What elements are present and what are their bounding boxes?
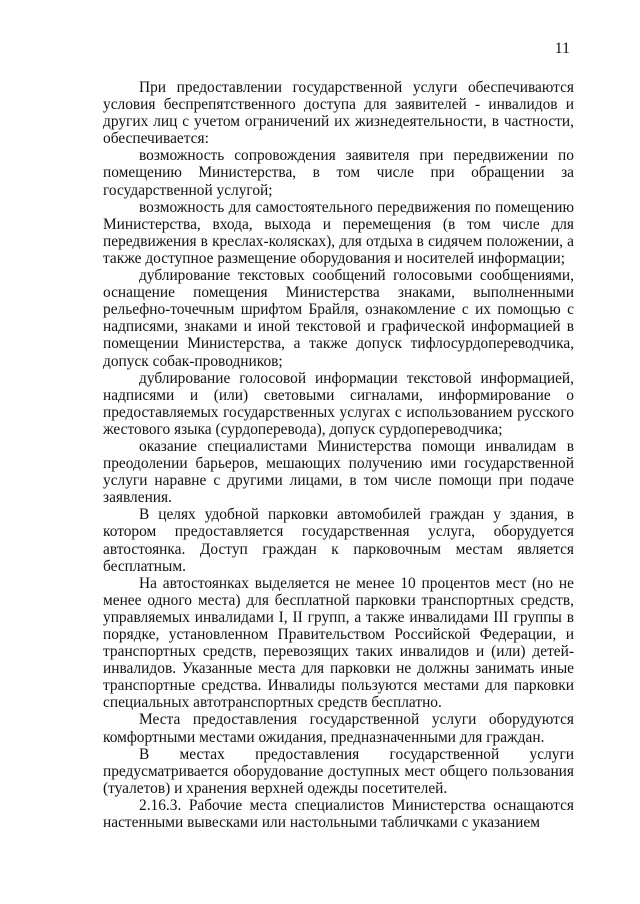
paragraph-accessibility-intro: При предоставлении государственной услуги обеспечиваются условия беспрепятственного доступа для заявителей - инвалидов и других лиц с учетом ограничений их жизнедеятельности, в частности, обеспечивается: — [103, 79, 574, 148]
paragraph-waiting-areas: Места предоставления государственной услуги оборудуются комфортными местами ожидания, предназначенными для граждан. — [103, 711, 574, 746]
paragraph-escort: возможность сопровождения заявителя при передвижении по помещению Министерства, в том числе при обращении за государственной услугой; — [103, 147, 574, 199]
page-number: 11 — [554, 40, 570, 57]
paragraph-movement: возможность для самостоятельного передвижения по помещению Министерства, входа, выхода и перемещения (в том числе для передвижения в креслах-колясках), для отдыха в сидячем положении, а также доступное размещение оборудования и носителей информации; — [103, 198, 574, 267]
paragraph-sign-language: дублирование голосовой информации текстовой информацией, надписями и (или) световыми сигналами, информирование о предоставляемых государственных услугах с использованием русского жестового языка (сурдоперевода), допуск сурдопереводчика; — [103, 369, 574, 438]
paragraph-section-2-16-3: 2.16.3. Рабочие места специалистов Министерства оснащаются настенными вывесками или настольными табличками с указанием — [103, 796, 574, 832]
paragraph-parking-disabled: На автостоянках выделяется не менее 10 процентов мест (но не менее одного места) для бесплатной парковки транспортных средств, управляемых инвалидами I, II групп, а также инвалидами III группы в порядке, установленном Правительством Российской Федерации, и транспортных средств, перевозящих таких инвалидов и (или) детей-инвалидов. Указанные места для парковки не должны занимать иные транспортные средства. Инвалиды пользуются местами для парковки специальных автотранспортных средств бесплатно. — [103, 574, 574, 712]
paragraph-braille: дублирование текстовых сообщений голосовыми сообщениями, оснащение помещения Министерства знаками, выполненными рельефно-точечным шрифтом Брайля, ознакомление с их помощью с надписями, знаками и иной текстовой и графической информацией в помещении Министерства, а также допуск тифлосурдопереводчика, допуск собак-проводников; — [103, 267, 574, 370]
paragraph-facilities: В местах предоставления государственной услуги предусматривается оборудование доступных мест общего пользования (туалетов) и хранения верхней одежды посетителей. — [103, 745, 574, 797]
paragraph-assistance: оказание специалистами Министерства помощи инвалидам в преодолении барьеров, мешающих получению ими государственной услуги наравне с другими лицами, в том числе помощи при подаче заявления. — [103, 437, 574, 507]
paragraph-parking: В целях удобной парковки автомобилей граждан у здания, в котором предоставляется государственная услуга, оборудуется автостоянка. Доступ граждан к парковочным местам является бесплатным. — [103, 506, 574, 575]
document-body — [103, 79, 574, 831]
